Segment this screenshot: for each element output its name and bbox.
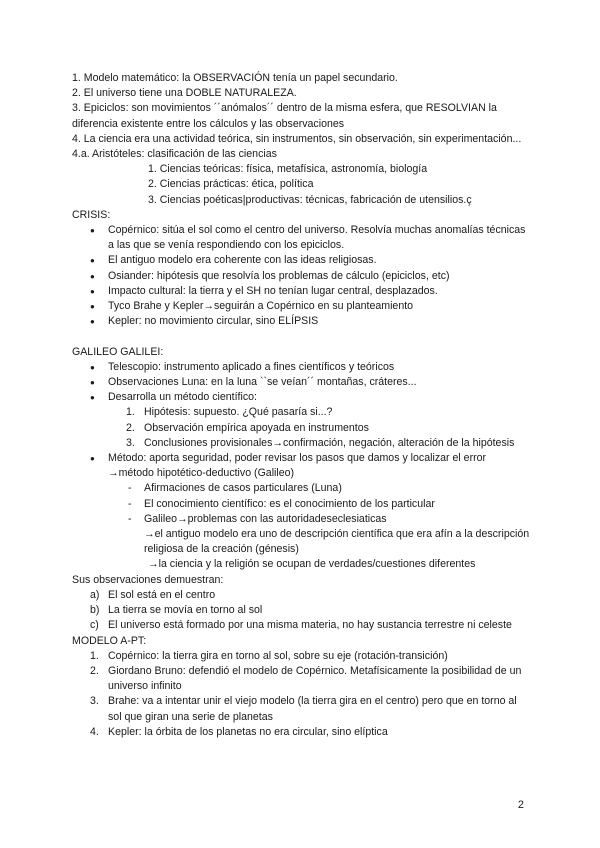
spacer (72, 329, 532, 344)
metodo-pasos (72, 405, 532, 451)
modelo-list (72, 649, 532, 740)
observacion-marker: a) (90, 588, 100, 601)
ciencia-item: 1. Ciencias teóricas: física, metafísica, astronomía, biología (148, 163, 428, 176)
crisis-item: ● Copérnico: sitúa el sol como el centro del universo. Resolvía muchas anomalías técnicas a las que se venía respondiendo con los epiciclos. (72, 223, 532, 253)
modelo-text: Kepler: la órbita de los planetas no era circular, sino elíptica (108, 725, 388, 738)
galileo-dash-list (72, 481, 532, 527)
paso-text: Conclusiones provisionales→confirmación, negación, alteración de la hipótesis (144, 436, 515, 449)
observacion-marker: b) (90, 604, 100, 617)
galileo-metodo: ● Método: aporta seguridad, poder revisar los pasos que damos y localizar el error →método hipotético-deductivo (Galileo) (72, 451, 532, 481)
dash-text: El conocimiento científico: es el conocimiento de los particular (144, 497, 435, 510)
paso-number: 2. (126, 421, 135, 434)
observacion-item (72, 603, 532, 618)
dash-marker: - (128, 482, 132, 495)
crisis-item: ● Impacto cultural: la tierra y el SH no tenían lugar central, desplazados. (72, 284, 532, 299)
galileo-heading: GALILEO GALILEI: (72, 345, 164, 358)
observacion-text: La tierra se movía en torno al sol (108, 604, 263, 617)
galileo-telescopio: ● Telescopio: instrumento aplicado a fines científicos y teóricos (72, 360, 532, 375)
paso-text: Hipótesis: supuesto. ¿Qué pasaría si...? (144, 406, 333, 419)
crisis-item: ● Kepler: no movimiento circular, sino ELÍPSIS (72, 314, 532, 329)
intro-line-2: 2. El universo tiene una DOBLE NATURALEZA. (72, 87, 297, 100)
galileo-observaciones: ● Observaciones Luna: en la luna ``se veían´´ montañas, cráteres... (72, 375, 532, 390)
arrow-line-2: →la ciencia y la religión se ocupan de verdades/cuestiones diferentes (148, 558, 476, 571)
modelo-text: Brahe: va a intentar unir el viejo modelo (la tierra gira en el centro) pero que en torno al sol que giran una serie de planetas (108, 695, 517, 723)
observacion-text: El universo está formado por una misma materia, no hay sustancia terrestre ni celeste (108, 619, 512, 632)
crisis-item: ● Osiander: hipótesis que resolvía los problemas de cálculo (epiciclos, etc) (72, 269, 532, 284)
dash-item (72, 497, 532, 512)
modelo-number: 3. (90, 695, 99, 708)
observacion-text: El sol está en el centro (108, 588, 216, 601)
dash-item (72, 512, 532, 527)
modelo-heading: MODELO A-PT: (72, 634, 147, 647)
galileo-list (72, 360, 532, 406)
observaciones-list (72, 588, 532, 634)
ciencias-list (148, 162, 532, 208)
arrow-line-1: →el antiguo modelo era uno de descripción científica que era afín a la descripción religiosa de la creación (génesis) (144, 528, 530, 556)
crisis-list (72, 223, 532, 329)
paso-number: 1. (126, 406, 135, 419)
page-content (72, 71, 532, 740)
modelo-number: 4. (90, 725, 99, 738)
modelo-number: 2. (90, 664, 99, 677)
modelo-item (72, 649, 532, 664)
paso-item (72, 436, 532, 451)
modelo-item (72, 664, 532, 694)
ciencia-item: 3. Ciencias poéticas|productivas: técnicas, fabricación de utensilios.ç (148, 193, 472, 206)
intro-line-4: 4. La ciencia era una actividad teórica, sin instrumentos, sin observación, sin experimentación... (72, 132, 522, 145)
crisis-item: ● El antiguo modelo era coherente con las ideas religiosas. (72, 253, 532, 268)
paso-text: Observación empírica apoyada en instrumentos (144, 421, 369, 434)
paso-item (72, 405, 532, 420)
page-number: 2 (517, 799, 524, 811)
observacion-marker: c) (90, 619, 99, 632)
dash-text: Afirmaciones de casos particulares (Luna) (144, 482, 342, 495)
modelo-number: 1. (90, 649, 99, 662)
modelo-item (72, 694, 532, 724)
modelo-item (72, 725, 532, 740)
intro-line-4a: 4.a. Aristóteles: clasificación de las ciencias (72, 148, 277, 161)
crisis-heading: CRISIS: (72, 208, 111, 221)
dash-text: Galileo→problemas con las autoridadeseclesiaticas (144, 512, 387, 525)
paso-number: 3. (126, 436, 135, 449)
paso-item (72, 421, 532, 436)
observaciones-heading: Sus observaciones demuestran: (72, 573, 224, 586)
observacion-item (72, 588, 532, 603)
ciencia-item: 2. Ciencias prácticas: ética, política (148, 178, 314, 191)
dash-item (72, 481, 532, 496)
modelo-text: Giordano Bruno: defendió el modelo de Copérnico. Metafísicamente la posibilidad de un universo infinito (108, 664, 522, 693)
intro-line-1: 1. Modelo matemático: la OBSERVACIÓN tenía un papel secundario. (72, 72, 398, 84)
galileo-metodo-cientifico: ● Desarrolla un método científico: (72, 390, 532, 405)
observacion-item (72, 618, 532, 633)
dash-marker: - (128, 497, 132, 510)
crisis-item: ● Tyco Brahe y Kepler→seguirán a Copérnico en su planteamiento (72, 299, 532, 314)
dash-marker: - (128, 512, 132, 525)
intro-line-3: 3. Epiciclos: son movimientos ´´anómalos´´ dentro de la misma esfera, que RESOLVIAN la diferencia existente entre los cálculos y las observaciones (72, 102, 497, 130)
galileo-metodo-list (72, 451, 532, 481)
modelo-text: Copérnico: la tierra gira en torno al sol, sobre su eje (rotación-transición) (108, 649, 448, 662)
